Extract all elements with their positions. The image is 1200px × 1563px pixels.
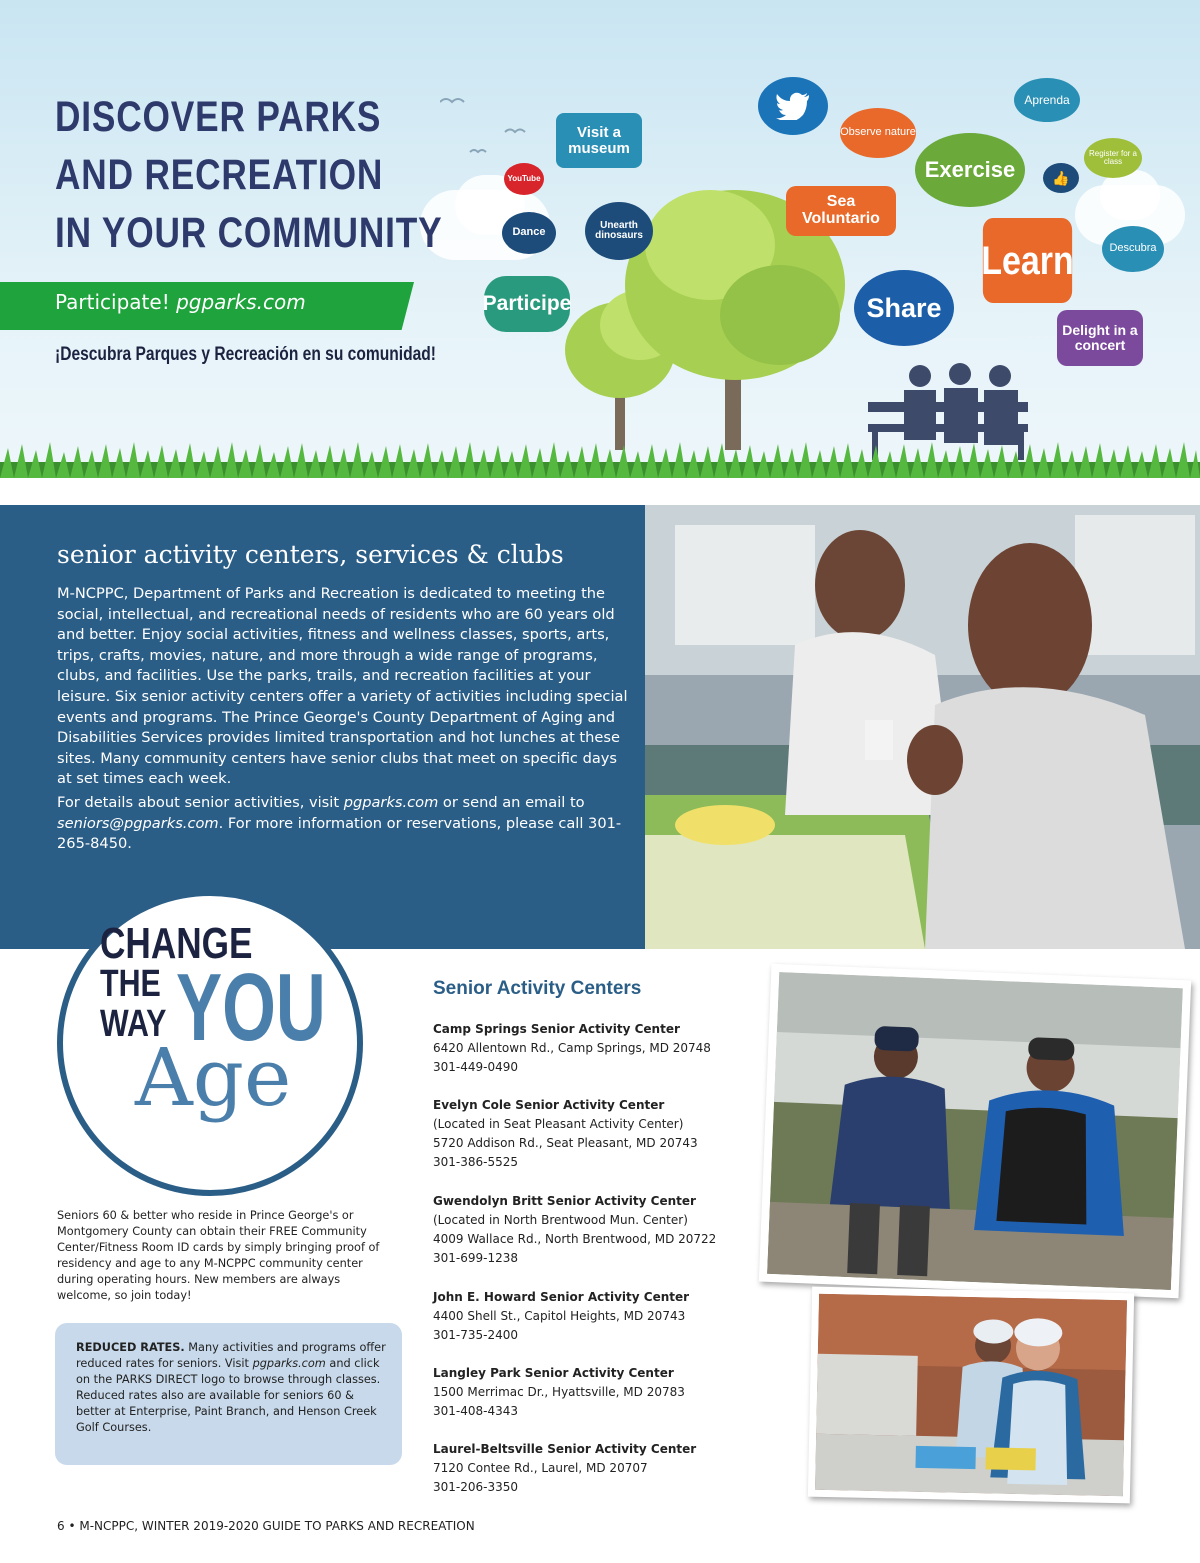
hero-title (55, 88, 442, 262)
twitter-icon (758, 77, 828, 135)
center-name: John E. Howard Senior Activity Center (433, 1290, 690, 1304)
center-line: 7120 Contee Rd., Laurel, MD 20707 (433, 1461, 648, 1475)
hero-title-line: AND RECREATION (55, 151, 384, 199)
center-line: 301-735-2400 (433, 1328, 519, 1342)
center-line: 301-449-0490 (433, 1060, 519, 1074)
center-line: 6420 Allentown Rd., Camp Springs, MD 20748 (433, 1041, 711, 1055)
senior-body-text: M-NCPPC, Department of Parks and Recreation is dedicated to meeting the social, intellectual, and recreational needs of residents who are 60 years old and better. Enjoy social activities, fitness and wellness classes, sports, arts, trips, crafts, movies, nature, and more through a wide range of programs, clubs, and facilities. Use the parks, trails, and recreation facilities at your leisure. Six senior activity centers offer a variety of activities including special events and programs. The Prince George's County Department of Aging and Disabilities Services provides limited transportation and hot lunches at these sites. Many community centers have senior clubs that meet on specific days at set times each week. (57, 585, 628, 788)
center-item (433, 1288, 753, 1345)
center-line: 301-699-1238 (433, 1251, 519, 1265)
seniors-smiling-photo (645, 505, 1200, 949)
rates-post: and click on the PARKS DIRECT logo to browse through classes. Reduced rates also are available for seniors 60 & better at Enterprise, Paint Branch, and Henson Creek Golf Courses. (76, 1357, 381, 1434)
reduced-rates-label: REDUCED RATES. (76, 1341, 185, 1354)
bubble-share: Share (854, 270, 954, 346)
grass-strip (0, 440, 1200, 478)
center-item (433, 1096, 753, 1172)
centers-title: Senior Activity Centers (433, 978, 642, 999)
bubble-aprenda: Aprenda (1014, 78, 1080, 122)
center-line: 4009 Wallace Rd., North Brentwood, MD 20722 (433, 1232, 717, 1246)
bubble-unearth-dinosaurs: Unearth dinosaurs (585, 202, 653, 260)
senior-contact-text (57, 793, 632, 855)
center-line: 301-408-4343 (433, 1404, 519, 1418)
center-name: Laurel-Beltsville Senior Activity Center (433, 1442, 697, 1456)
reduced-rates-text (76, 1340, 386, 1436)
center-line: (Located in Seat Pleasant Activity Center) (433, 1117, 684, 1131)
bubble-delight-concert: Delight in a concert (1057, 310, 1143, 366)
center-name: Langley Park Senior Activity Center (433, 1366, 674, 1380)
logo-age: Age (135, 1031, 292, 1124)
logo-way: WAY (100, 1003, 167, 1045)
center-item (433, 1020, 753, 1077)
participate-label: Participate! (55, 290, 170, 314)
participate-text (55, 290, 306, 314)
center-item (433, 1192, 753, 1268)
bubble-register-class: Register for a class (1084, 138, 1142, 178)
center-name: Evelyn Cole Senior Activity Center (433, 1098, 665, 1112)
bubble-descubra: Descubra (1102, 226, 1164, 272)
logo-the: THE (100, 963, 161, 1005)
hero-title-line: DISCOVER PARKS (55, 93, 382, 141)
seniors-kitchen-photo (808, 1287, 1134, 1504)
logo-change: CHANGE (100, 919, 253, 968)
bubble-sea-voluntario: Sea Voluntario (786, 186, 896, 236)
participate-link[interactable]: pgparks.com (176, 290, 306, 314)
contact-url-link[interactable]: pgparks.com (343, 794, 439, 811)
center-line: 5720 Addison Rd., Seat Pleasant, MD 20743 (433, 1136, 698, 1150)
bubble-learn: Learn (983, 218, 1072, 303)
hero-banner (0, 0, 1200, 478)
center-name: Gwendolyn Britt Senior Activity Center (433, 1194, 696, 1208)
center-line: 4400 Shell St., Capitol Heights, MD 20743 (433, 1309, 686, 1323)
bubble-visit-museum: Visit a museum (556, 113, 642, 168)
page-footer: 6 • M-NCPPC, WINTER 2019-2020 GUIDE TO PARKS AND RECREATION (57, 1519, 475, 1533)
bubble-exercise: Exercise (915, 133, 1025, 207)
center-line: 301-206-3350 (433, 1480, 519, 1494)
contact-mid: or send an email to (438, 794, 585, 811)
center-item (433, 1364, 753, 1421)
contact-email-link[interactable]: seniors@pgparks.com (57, 814, 219, 832)
bubble-dance: Dance (502, 212, 556, 254)
logo-you: YOU (176, 954, 326, 1061)
bubble-observe-nature: Observe nature (840, 108, 916, 158)
seniors-walking-photo (759, 964, 1191, 1299)
seniors-60-info: Seniors 60 & better who reside in Prince George's or Montgomery County can obtain their FREE Community Center/Fitness Room ID cards by simply bringing proof of residency and age to any M-NCPPC community center during operating hours. New members are always welcome, so join today! (57, 1209, 380, 1302)
reduced-rates-box (55, 1323, 402, 1465)
contact-pre: For details about senior activities, visit (57, 794, 344, 811)
center-name: Camp Springs Senior Activity Center (433, 1022, 680, 1036)
hero-title-line: IN YOUR COMMUNITY (55, 209, 443, 257)
center-line: (Located in North Brentwood Mun. Center) (433, 1213, 688, 1227)
spanish-tagline: ¡Descubra Parques y Recreación en su comunidad! (55, 344, 436, 365)
contact-post: . For more information or reservations, please call 301-265-8450. (57, 814, 622, 853)
center-line: 1500 Merrimac Dr., Hyattsville, MD 20783 (433, 1385, 685, 1399)
youtube-icon: YouTube (504, 163, 544, 195)
center-item (433, 1440, 753, 1497)
rates-pre: Many activities and programs offer reduced rates for seniors. Visit (76, 1341, 386, 1370)
thumbs-up-icon: 👍 (1043, 163, 1079, 193)
birds-icon (440, 90, 530, 160)
center-line: 301-386-5525 (433, 1155, 519, 1169)
bubble-participe: Participe (484, 276, 570, 332)
senior-heading: senior activity centers, services & clubs (57, 540, 564, 569)
rates-url-link[interactable]: pgparks.com (252, 1357, 326, 1370)
